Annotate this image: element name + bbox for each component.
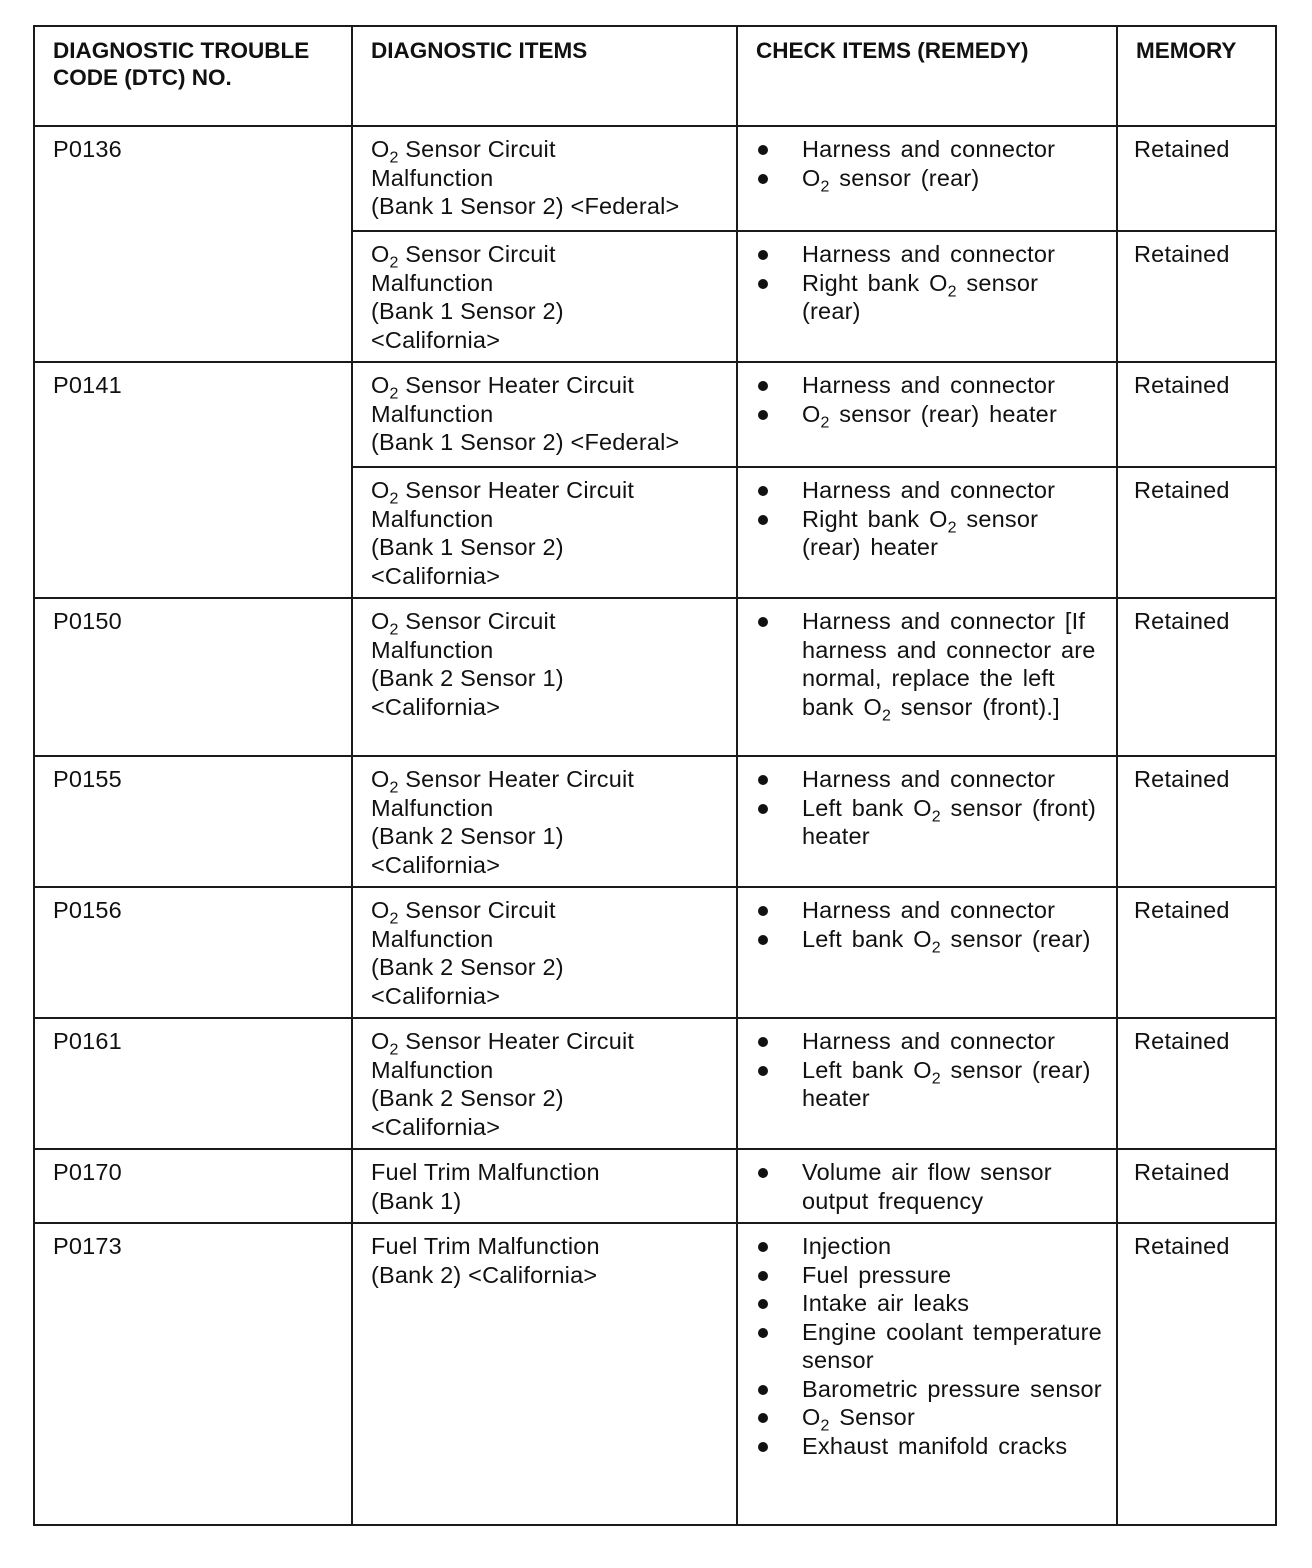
check-item: Harness and connector	[752, 896, 1106, 925]
check-item: Harness and connector	[752, 476, 1106, 505]
diagnostic-item-line: (Bank 2 Sensor 2)	[371, 954, 564, 980]
check-item: Right bank $O_2$ sensor (rear)	[752, 269, 1106, 326]
diagnostic-item-line: $O_2$ Sensor Circuit	[371, 897, 556, 928]
diagnostic-item-line: <California>	[371, 562, 501, 589]
check-item: $O_2$ sensor (rear)	[752, 164, 1106, 193]
table-row	[34, 887, 1276, 1018]
check-item: Volume air flow sensor output frequency	[752, 1158, 1106, 1215]
dtc-code-cell: P0161	[34, 1018, 352, 1149]
table-row	[34, 598, 1276, 756]
check-items-list	[752, 607, 1106, 725]
diagnostic-item-cell	[352, 1223, 737, 1525]
diagnostic-item-line: Malfunction	[371, 164, 494, 191]
memory-cell: Retained	[1117, 126, 1276, 231]
diagnostic-item-line: Malfunction	[371, 269, 494, 296]
table-row	[34, 1018, 1276, 1149]
check-item: $O_2$ sensor (rear) heater	[752, 400, 1106, 429]
document-page	[33, 25, 1275, 1530]
check-item: Harness and connector	[752, 135, 1106, 164]
dtc-code-cell: P0170	[34, 1149, 352, 1223]
dtc-code-cell: P0155	[34, 756, 352, 887]
diagnostic-item-line: $O_2$ Sensor Heater Circuit	[371, 766, 635, 797]
check-items-cell	[737, 756, 1117, 887]
check-items-list	[752, 240, 1106, 326]
check-item: Right bank $O_2$ sensor (rear) heater	[752, 505, 1106, 562]
check-item: Fuel pressure	[752, 1261, 1106, 1290]
check-item: Harness and connector	[752, 240, 1106, 269]
diagnostic-item-line: $O_2$ Sensor Circuit	[371, 136, 556, 167]
check-items-cell	[737, 598, 1117, 756]
diagnostic-item-cell	[352, 362, 737, 467]
check-items-list	[752, 371, 1106, 432]
check-item: Harness and connector	[752, 1027, 1106, 1056]
diagnostic-item-line: (Bank 1 Sensor 2)	[371, 534, 564, 560]
diagnostic-item-line: <California>	[371, 851, 501, 878]
check-item: Injection	[752, 1232, 1106, 1261]
check-item: Barometric pressure sensor	[752, 1375, 1106, 1404]
check-items-list	[752, 1232, 1106, 1460]
check-items-cell	[737, 126, 1117, 231]
diagnostic-item-cell	[352, 598, 737, 756]
header-diagnostic-items: DIAGNOSTIC ITEMS	[352, 26, 737, 126]
memory-cell: Retained	[1117, 1223, 1276, 1525]
diagnostic-item-cell	[352, 126, 737, 231]
diagnostic-item-cell	[352, 1018, 737, 1149]
diagnostic-item-line: $O_2$ Sensor Heater Circuit	[371, 1028, 635, 1059]
check-items-cell	[737, 362, 1117, 467]
diagnostic-item-line: (Bank 2 Sensor 1)	[371, 823, 564, 849]
check-items-list	[752, 1027, 1106, 1113]
header-check-items: CHECK ITEMS (REMEDY)	[737, 26, 1117, 126]
check-item: Harness and connector	[752, 371, 1106, 400]
diagnostic-item-line: (Bank 1 Sensor 2)	[371, 298, 564, 324]
check-items-list	[752, 1158, 1106, 1215]
check-items-list	[752, 896, 1106, 957]
diagnostic-item-line: Malfunction	[371, 794, 494, 821]
dtc-code-cell: P0150	[34, 598, 352, 756]
table-row	[34, 1223, 1276, 1525]
check-item: Left bank $O_2$ sensor (front) heater	[752, 794, 1106, 851]
check-item: $O_2$ Sensor	[752, 1403, 1106, 1432]
diagnostic-item-cell	[352, 467, 737, 598]
dtc-table	[33, 25, 1277, 1526]
table-header-row	[34, 26, 1276, 126]
table-body	[34, 126, 1276, 1525]
header-memory: MEMORY	[1117, 26, 1276, 126]
diagnostic-item-line: Fuel Trim Malfunction	[371, 1233, 600, 1259]
memory-cell: Retained	[1117, 598, 1276, 756]
check-item: Intake air leaks	[752, 1289, 1106, 1318]
diagnostic-item-line: $O_2$ Sensor Circuit	[371, 241, 556, 272]
diagnostic-item-line: (Bank 2 Sensor 2)	[371, 1085, 564, 1111]
diagnostic-item-line: <California>	[371, 326, 501, 353]
memory-cell: Retained	[1117, 1018, 1276, 1149]
check-items-cell	[737, 887, 1117, 1018]
table-row	[34, 756, 1276, 887]
diagnostic-item-line: (Bank 1 Sensor 2) <Federal>	[371, 429, 680, 455]
diagnostic-item-line: <California>	[371, 693, 501, 720]
check-items-cell	[737, 1149, 1117, 1223]
diagnostic-item-line: Malfunction	[371, 400, 494, 427]
memory-cell: Retained	[1117, 887, 1276, 1018]
dtc-code-cell: P0173	[34, 1223, 352, 1525]
diagnostic-item-cell	[352, 1149, 737, 1223]
memory-cell: Retained	[1117, 362, 1276, 467]
memory-cell: Retained	[1117, 756, 1276, 887]
diagnostic-item-line: $O_2$ Sensor Heater Circuit	[371, 372, 635, 403]
check-items-cell	[737, 231, 1117, 362]
check-items-list	[752, 135, 1106, 196]
diagnostic-item-line: Malfunction	[371, 925, 494, 952]
check-item: Exhaust manifold cracks	[752, 1432, 1106, 1461]
check-items-cell	[737, 467, 1117, 598]
check-item: Left bank $O_2$ sensor (rear) heater	[752, 1056, 1106, 1113]
check-items-cell	[737, 1223, 1117, 1525]
header-dtc-no: DIAGNOSTIC TROUBLE CODE (DTC) NO.	[34, 26, 352, 126]
check-items-list	[752, 476, 1106, 562]
diagnostic-item-line: (Bank 2 Sensor 1)	[371, 665, 564, 691]
diagnostic-item-line: Malfunction	[371, 1056, 494, 1083]
memory-cell: Retained	[1117, 231, 1276, 362]
diagnostic-item-cell	[352, 756, 737, 887]
diagnostic-item-line: <California>	[371, 1113, 501, 1140]
dtc-code-cell: P0156	[34, 887, 352, 1018]
dtc-code-cell: P0141	[34, 362, 352, 598]
table-row	[34, 126, 1276, 231]
diagnostic-item-line: (Bank 2) <California>	[371, 1261, 598, 1288]
memory-cell: Retained	[1117, 1149, 1276, 1223]
diagnostic-item-line: Fuel Trim Malfunction	[371, 1159, 600, 1185]
check-item: Harness and connector	[752, 765, 1106, 794]
diagnostic-item-line: $O_2$ Sensor Circuit	[371, 608, 556, 639]
diagnostic-item-cell	[352, 887, 737, 1018]
memory-cell: Retained	[1117, 467, 1276, 598]
check-item: Engine coolant temperature sensor	[752, 1318, 1106, 1375]
table-row	[34, 362, 1276, 467]
table-row	[34, 1149, 1276, 1223]
diagnostic-item-line: <California>	[371, 982, 501, 1009]
check-items-cell	[737, 1018, 1117, 1149]
check-item: Left bank $O_2$ sensor (rear)	[752, 925, 1106, 954]
dtc-code-cell: P0136	[34, 126, 352, 362]
diagnostic-item-line: (Bank 1 Sensor 2) <Federal>	[371, 193, 680, 219]
diagnostic-item-line: Malfunction	[371, 636, 494, 663]
diagnostic-item-cell	[352, 231, 737, 362]
diagnostic-item-line: (Bank 1)	[371, 1187, 462, 1214]
check-items-list	[752, 765, 1106, 851]
diagnostic-item-line: $O_2$ Sensor Heater Circuit	[371, 477, 635, 508]
check-item: Harness and connector [If harness and connector are normal, replace the left bank $O_2$ sensor (front).]	[752, 607, 1106, 721]
diagnostic-item-line: Malfunction	[371, 505, 494, 532]
